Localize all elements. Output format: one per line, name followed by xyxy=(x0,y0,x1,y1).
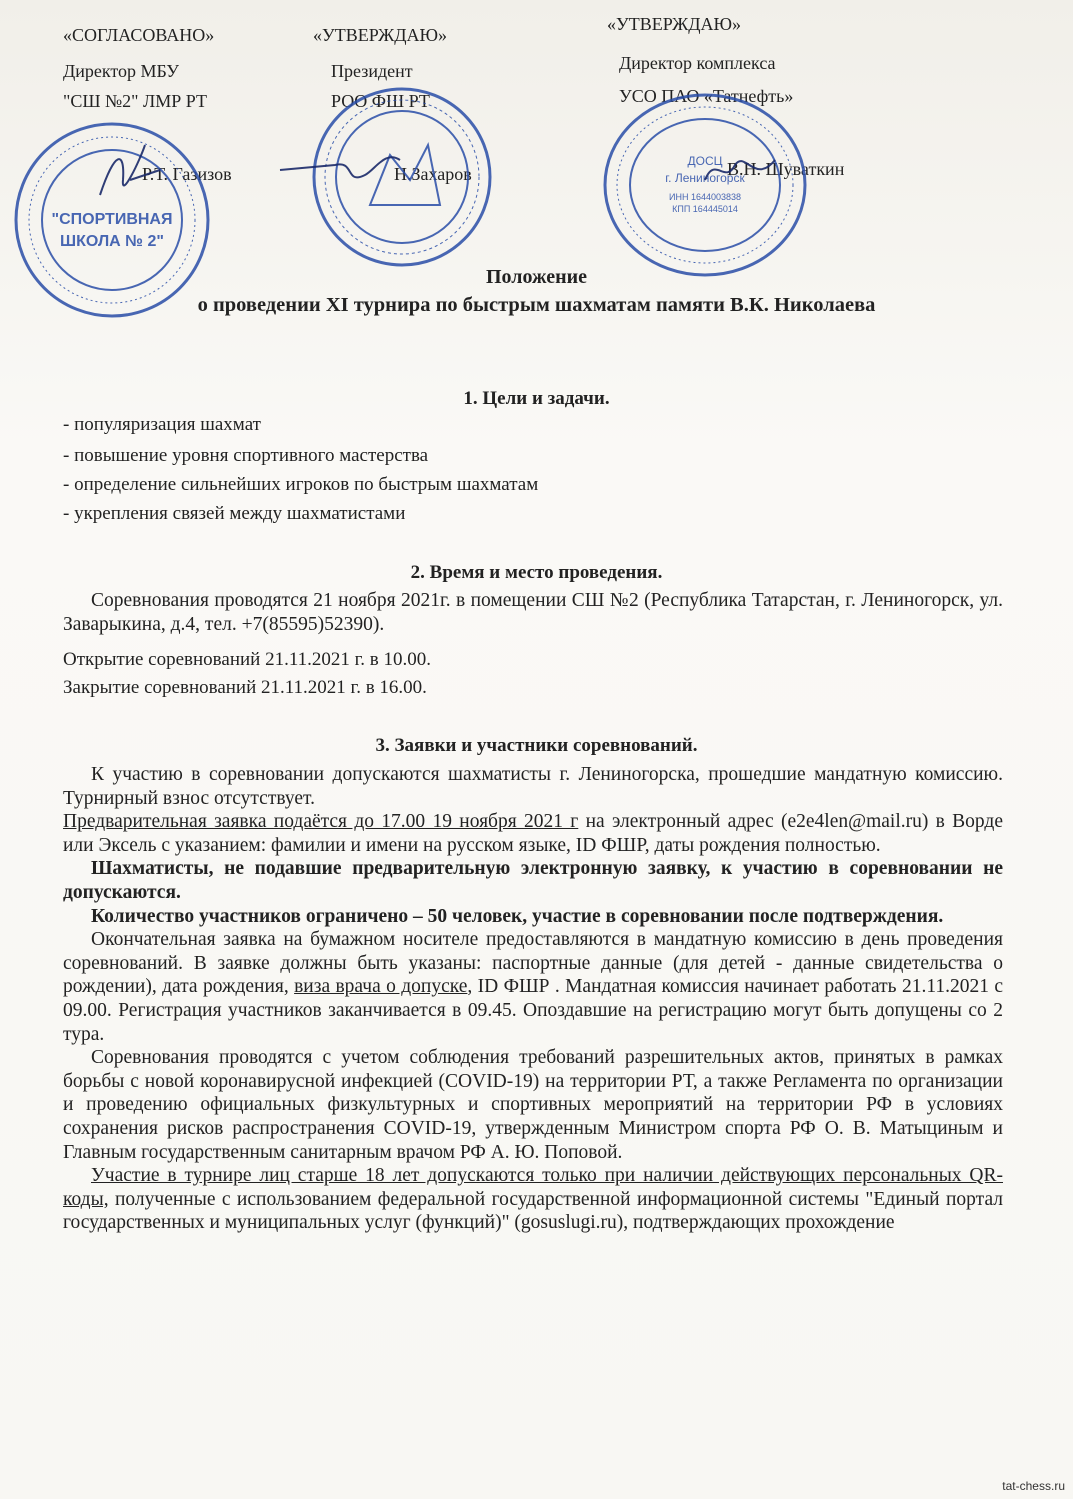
doc-title: Положение xyxy=(485,266,588,288)
goal-item: - укрепления связей между шахматистами xyxy=(63,503,406,524)
qr-details: полученные с использованием федеральной государственной информационной системы "Единый портал государственных и муниципальных услуг (функций)" (gosuslugi.ru), подтверждающих прохождение xyxy=(63,1188,1003,1234)
approval-signer-1: Р.Т. Газизов xyxy=(142,164,232,184)
signature-1 xyxy=(95,140,165,210)
registration-text: , ID ФШР . Мандатная комиссия начинает работать 21.11.2021 с 09.00. Регистрация участников заканчивается в 09.45. Опоздавшие на регистрацию могут быть допущены со 2 тура. xyxy=(63,976,1003,1045)
approval-role-1: Директор МБУ xyxy=(63,61,179,81)
signature-3 xyxy=(700,150,780,190)
stamp3-text-1: ДОСЦ xyxy=(687,154,723,168)
section1-heading: 1. Цели и задачи. xyxy=(463,388,610,409)
approval-org-3: УСО ПАО «Татнефть» xyxy=(619,86,794,106)
paragraph-admission: К участию в соревновании допускаются шахматисты г. Лениногорска, прошедшие мандатную комиссию. Турнирный взнос отсутствует. xyxy=(63,764,1003,809)
approval-title-2: «УТВЕРЖДАЮ» xyxy=(313,25,448,45)
approval-role-3: Директор комплекса xyxy=(619,53,776,73)
doc-subtitle: о проведении XI турнира по быстрым шахматам памяти В.К. Николаева xyxy=(197,294,876,316)
section2-paragraph: Соревнования проводятся 21 ноября 2021г. в помещении СШ №2 (Республика Татарстан, г. Лениногорск, ул. Заварыкина, д.4, тел. +7(85595)52390). xyxy=(63,590,1003,635)
approval-signer-2: Н.Захаров xyxy=(394,164,472,184)
paragraph-final-application xyxy=(63,928,1003,1046)
approval-title-1: «СОГЛАСОВАНО» xyxy=(63,25,215,45)
goal-item: - определение сильнейших игроков по быстрым шахматам xyxy=(63,474,539,495)
doctor-visa: виза врача о допуске xyxy=(294,976,468,998)
approval-title-3: «УТВЕРЖДАЮ» xyxy=(607,14,742,34)
application-deadline: Предварительная заявка подаётся до 17.00 19 ноября 2021 г xyxy=(63,811,579,833)
section3-body xyxy=(63,763,1003,1235)
goal-item: - популяризация шахмат xyxy=(63,414,261,435)
paragraph-covid-rules: Соревнования проводятся с учетом соблюдения требований разрешительных актов, принятых в рамках борьбы с новой коронавирусной инфекцией (COVID-19) на территории РТ, а также Регламента по организации и проведению официальных физкультурных и спортивных мероприятий на территории РФ в условиях сохранения рисков распространения COVID-19, утвержденным Министром спорта РФ О. В. Матыциным и Главным государственным санитарным врачом РФ А. Ю. Поповой. xyxy=(63,1047,1003,1163)
site-watermark: tat-chess.ru xyxy=(1002,1479,1065,1493)
application-details: на электронный адрес (e2e4len@mail.ru) в Ворде или Эксель с указанием: фамилии и имени на русском языке, ID ФШР, даты рождения полностью. xyxy=(63,811,1003,856)
approval-org-2: РОО ФШ РТ xyxy=(331,91,430,111)
qr-requirement: Участие в турнире лиц старше 18 лет допускаются только при наличии действующих персональных QR-коды, xyxy=(63,1165,1003,1210)
section3-heading: 3. Заявки и участники соревнований. xyxy=(375,735,698,756)
stamp3-text-2: г. Лениногорск xyxy=(665,171,745,185)
paragraph-no-application: Шахматисты, не подавшие предварительную электронную заявку, к участию в соревновании не допускаются. xyxy=(63,858,1003,903)
stamp3-text-4: КПП 164445014 xyxy=(672,204,738,214)
approval-org-1: "СШ №2" ЛМР РТ xyxy=(63,91,207,111)
approval-role-2: Президент xyxy=(331,61,413,81)
stamp1-text-2: ШКОЛА № 2" xyxy=(60,233,164,250)
section2-heading: 2. Время и место проведения. xyxy=(410,562,663,583)
stamp3-text-3: ИНН 1644003838 xyxy=(668,192,742,202)
closing-time: Закрытие соревнований 21.11.2021 г. в 16.00. xyxy=(63,677,427,698)
stamp1-text-1: "СПОРТИВНАЯ xyxy=(51,211,173,228)
paragraph-qr-codes xyxy=(63,1164,1003,1235)
opening-time: Открытие соревнований 21.11.2021 г. в 10.00. xyxy=(63,649,432,670)
paragraph-preliminary-application xyxy=(63,810,1003,857)
signature-2 xyxy=(275,140,405,200)
final-application-text: Окончательная заявка на бумажном носителе предоставляются в мандатную комиссию в день проведения соревнований. В заявке должны быть указаны: паспортные данные (для детей - данные свидетельства о рождении), дата рождения, xyxy=(63,929,1003,998)
approval-signer-3: В.Н. Шуваткин xyxy=(727,159,845,179)
goal-item: - повышение уровня спортивного мастерства xyxy=(63,445,429,466)
paragraph-participant-limit: Количество участников ограничено – 50 человек, участие в соревновании после подтверждения. xyxy=(91,905,944,927)
